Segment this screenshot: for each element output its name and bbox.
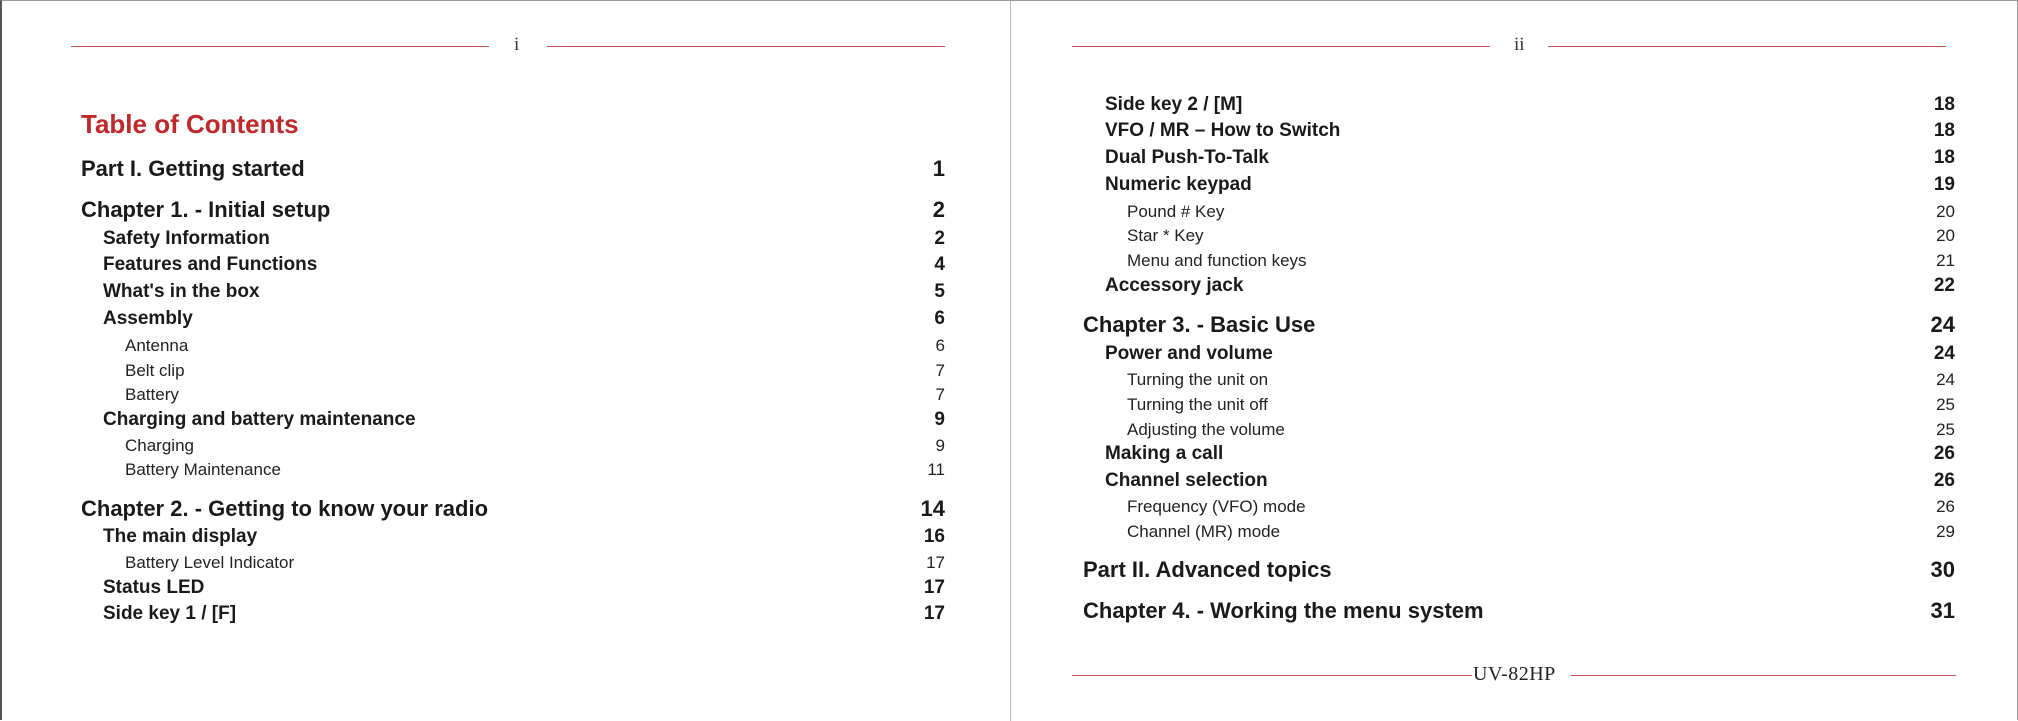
toc-entry-page: 4 [934, 254, 945, 275]
toc-entry[interactable] [1083, 497, 1955, 517]
footer-rule-left [1072, 675, 1472, 676]
toc-entry-title: Features and Functions [103, 254, 318, 275]
toc-entry-title: Pound # Key [1127, 202, 1225, 221]
toc-entry[interactable] [1083, 120, 1955, 142]
toc-entry-page: 24 [1930, 312, 1955, 337]
toc-entry[interactable] [1083, 443, 1955, 465]
toc-entry[interactable] [1083, 522, 1955, 542]
toc-entry-title: Turning the unit off [1127, 395, 1268, 414]
toc-entry[interactable] [81, 281, 945, 303]
toc-entry-page: 26 [1933, 470, 1955, 491]
toc-entry-page: 24 [1936, 370, 1955, 389]
toc-entry-title: Chapter 2. - Getting to know your radio [81, 496, 489, 521]
toc-entry-page: 18 [1933, 120, 1955, 141]
toc-entry-title: Charging [125, 436, 194, 455]
toc-entry-page: 1 [932, 156, 945, 181]
toc-entry-title: Chapter 1. - Initial setup [81, 197, 331, 222]
toc-entry[interactable] [1083, 598, 1955, 624]
toc-entry-page: 5 [934, 281, 945, 302]
toc-entry-title: Power and volume [1105, 343, 1273, 364]
toc-entry-page: 16 [923, 526, 945, 547]
toc-entry-page: 11 [927, 460, 945, 479]
toc-entry[interactable] [81, 603, 945, 625]
toc-entry-title: Part I. Getting started [81, 156, 305, 181]
toc-entry[interactable] [81, 385, 945, 405]
toc-entry-title: Frequency (VFO) mode [1127, 497, 1306, 516]
toc-entry-page: 19 [1933, 174, 1955, 195]
toc-entry[interactable] [81, 409, 945, 431]
toc-entry-title: Numeric keypad [1105, 174, 1252, 195]
toc-entry-page: 22 [1933, 275, 1955, 296]
toc-entry-title: Chapter 4. - Working the menu system [1083, 598, 1484, 623]
toc-entry-page: 31 [1930, 598, 1955, 623]
toc-entry-page: 29 [1936, 522, 1955, 541]
toc-entry[interactable] [1083, 343, 1955, 365]
toc-entry[interactable] [1083, 147, 1955, 169]
toc-entry[interactable] [81, 197, 945, 223]
toc-entry[interactable] [1083, 226, 1955, 246]
toc-entry-title: Battery [125, 385, 179, 404]
toc-entry[interactable] [81, 254, 945, 276]
toc-entry[interactable] [81, 228, 945, 250]
toc-entry[interactable] [1083, 420, 1955, 440]
toc-entry-title: VFO / MR – How to Switch [1105, 120, 1341, 141]
toc-entry-page: 25 [1936, 395, 1955, 414]
toc-entry-page: 6 [935, 336, 945, 355]
toc-entry-page: 14 [920, 496, 945, 521]
toc-entry[interactable] [1083, 94, 1955, 116]
toc-entry-title: Side key 2 / [M] [1105, 94, 1243, 115]
toc-entry[interactable] [1083, 174, 1955, 196]
toc-entry[interactable] [81, 460, 945, 480]
toc-entry-title: Safety Information [103, 228, 270, 249]
toc-entry[interactable] [1083, 275, 1955, 297]
toc-entry-title: Side key 1 / [F] [103, 603, 237, 624]
toc-entry-page: 21 [1936, 251, 1955, 270]
toc-list [81, 1, 945, 721]
toc-entry-title: Battery Level Indicator [125, 553, 295, 572]
toc-entry-title: Chapter 3. - Basic Use [1083, 312, 1316, 337]
page-footer [1011, 663, 2018, 689]
toc-entry-page: 30 [1930, 557, 1955, 582]
toc-entry-page: 7 [935, 361, 945, 380]
toc-entry-title: What's in the box [103, 281, 260, 302]
footer-model: UV-82HP [1473, 663, 1556, 685]
toc-entry-page: 7 [935, 385, 945, 404]
toc-entry-title: Menu and function keys [1127, 251, 1307, 270]
toc-entry-page: 26 [1933, 443, 1955, 464]
toc-entry[interactable] [81, 361, 945, 381]
page-number: i [514, 34, 520, 55]
toc-entry-title: The main display [103, 526, 258, 547]
toc-entry[interactable] [81, 436, 945, 456]
toc-entry[interactable] [81, 308, 945, 330]
toc-entry[interactable] [1083, 557, 1955, 583]
toc-entry-page: 17 [926, 553, 945, 572]
toc-entry-page: 26 [1936, 497, 1955, 516]
toc-entry[interactable] [81, 496, 945, 522]
toc-entry[interactable] [1083, 470, 1955, 492]
right-page [1011, 1, 2018, 721]
toc-entry[interactable] [1083, 202, 1955, 222]
toc-entry-page: 9 [934, 409, 945, 430]
toc-entry-title: Charging and battery maintenance [103, 409, 416, 430]
toc-entry-title: Accessory jack [1105, 275, 1244, 296]
toc-list [1083, 1, 1955, 721]
toc-entry-title: Antenna [125, 336, 189, 355]
toc-entry-page: 25 [1936, 420, 1955, 439]
toc-entry-title: Turning the unit on [1127, 370, 1269, 389]
toc-entry[interactable] [81, 336, 945, 356]
toc-entry[interactable] [1083, 395, 1955, 415]
toc-entry-page: 17 [923, 603, 945, 624]
toc-entry-title: Part II. Advanced topics [1083, 557, 1332, 582]
toc-entry-title: Making a call [1105, 443, 1224, 464]
footer-rule-right [1571, 675, 1956, 676]
toc-entry[interactable] [1083, 312, 1955, 338]
toc-entry-title: Assembly [103, 308, 193, 329]
toc-heading: Table of Contents [81, 109, 299, 139]
page-number: ii [1514, 34, 1525, 55]
toc-entry[interactable] [81, 553, 945, 573]
toc-entry[interactable] [81, 577, 945, 599]
toc-entry-page: 20 [1936, 226, 1955, 245]
toc-entry-title: Status LED [103, 577, 205, 598]
toc-entry[interactable] [1083, 370, 1955, 390]
toc-entry-page: 20 [1936, 202, 1955, 221]
toc-entry-title: Channel (MR) mode [1127, 522, 1281, 541]
toc-entry-page: 17 [923, 577, 945, 598]
toc-entry-page: 24 [1933, 343, 1955, 364]
toc-entry-title: Battery Maintenance [125, 460, 281, 479]
toc-entry-title: Star * Key [1127, 226, 1204, 245]
toc-entry-title: Channel selection [1105, 470, 1268, 491]
toc-entry-page: 18 [1933, 147, 1955, 168]
toc-entry-page: 9 [935, 436, 945, 455]
toc-entry-title: Dual Push-To-Talk [1105, 147, 1269, 168]
toc-entry[interactable] [81, 526, 945, 548]
toc-entry-page: 2 [934, 228, 945, 249]
toc-entry-page: 18 [1933, 94, 1955, 115]
toc-entry-page: 2 [932, 197, 945, 222]
toc-entry[interactable] [81, 156, 945, 182]
toc-entry-title: Adjusting the volume [1127, 420, 1285, 439]
toc-entry-page: 6 [934, 308, 945, 329]
left-page [2, 1, 1010, 721]
toc-entry[interactable] [1083, 251, 1955, 271]
toc-entry-title: Belt clip [125, 361, 185, 380]
